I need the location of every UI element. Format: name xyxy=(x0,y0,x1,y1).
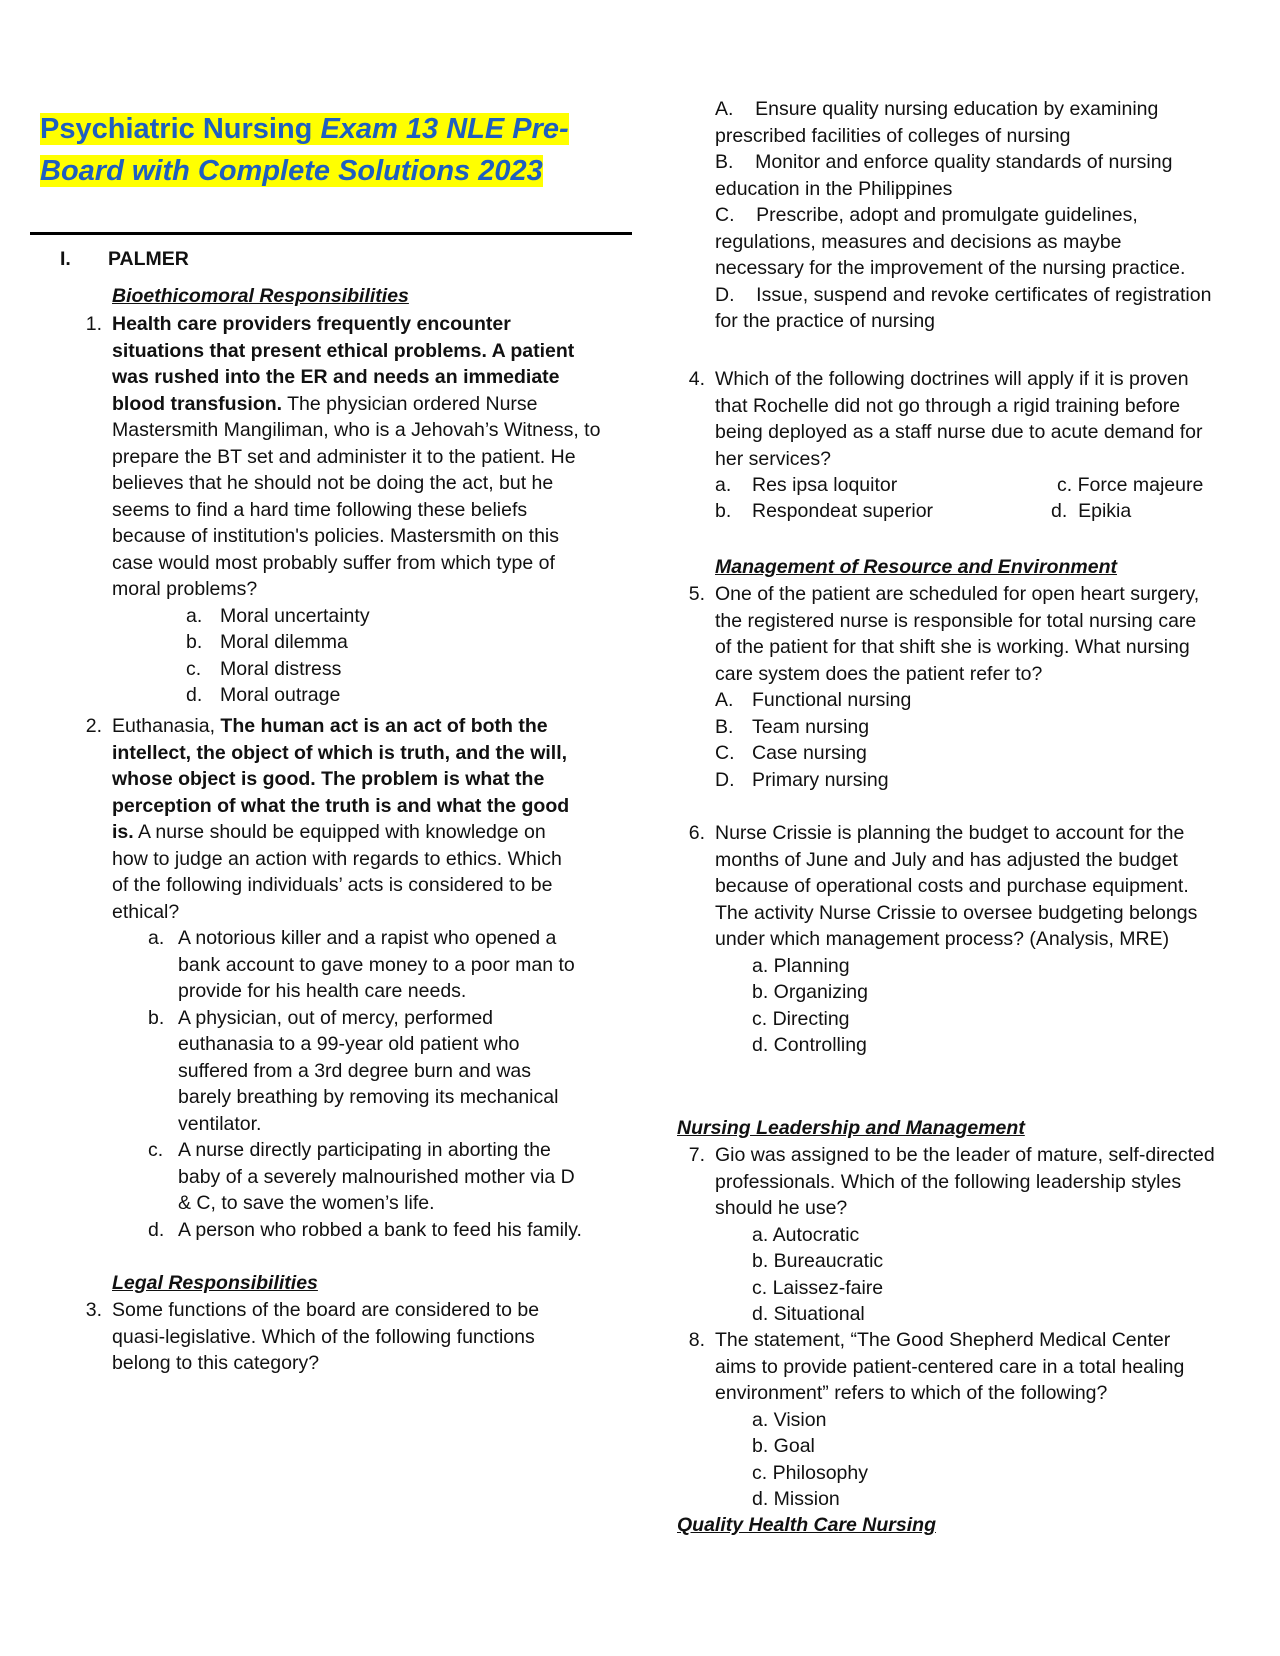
option-letter: C. xyxy=(715,742,735,764)
question-3 xyxy=(85,1297,582,1377)
question-3-options xyxy=(715,96,1215,335)
option-b xyxy=(715,498,934,525)
option-autocratic: a. Autocratic xyxy=(752,1223,860,1246)
option-letter: B. xyxy=(715,715,734,738)
option-list xyxy=(715,687,1215,793)
option-list xyxy=(752,953,1215,1059)
option-laissez-faire: c. Laissez-faire xyxy=(752,1276,884,1299)
option-letter: c. xyxy=(148,1139,164,1161)
question-stem: The statement, “The Good Shepherd Medical Center aims to provide patient-centered care in a total healing environment” refers to which of the following? xyxy=(715,1329,1185,1404)
option-letter: a. xyxy=(148,927,165,949)
question-stem-bold: The human act is an act of both the intellect, the object of which is truth, and the will, whose object is good. The problem is what the perception of what the truth is and what the good is. xyxy=(112,715,570,843)
question-stem xyxy=(112,713,582,925)
question-stem: Some functions of the board are considered to be quasi-legislative. Which of the following functions belong to this category? xyxy=(112,1299,540,1374)
option-text: A physician, out of mercy, performed euthanasia to a 99-year old patient who suffered from a 3rd degree burn and was barely breathing by removing its mechanical ventilator. xyxy=(178,1006,559,1135)
option-letter: b. xyxy=(186,631,203,653)
question-stem-text: The physician ordered Nurse Mastersmith Mangiliman, who is a Jehovah’s Witness, to prepare the BT set and administer it to the patient. He believes that he should not be doing the act, but he seems to find a hard time following these beliefs because of institution's policies. Mastersmith on this case would most probably suffer from which type of moral problems? xyxy=(112,392,601,600)
option-letter: b. xyxy=(715,500,732,522)
option-list xyxy=(186,603,602,709)
option-text: Primary nursing xyxy=(752,768,889,791)
option-philosophy: c. Philosophy xyxy=(752,1461,868,1484)
question-4 xyxy=(688,366,1215,525)
question-stem xyxy=(112,311,602,603)
section-name: PALMER xyxy=(108,248,189,270)
section-header xyxy=(60,246,189,273)
option-planning: a. Planning xyxy=(752,954,850,977)
question-1 xyxy=(85,311,602,709)
option-text: Issue, suspend and revoke certificates of registration for the practice of nursing xyxy=(715,283,1212,332)
question-number: 1. xyxy=(85,313,102,335)
option-text: A person who robbed a bank to feed his family. xyxy=(178,1218,582,1241)
question-number: 4. xyxy=(688,368,705,390)
question-6 xyxy=(688,820,1215,1059)
option-b xyxy=(186,629,602,656)
option-a xyxy=(186,603,602,630)
option-goal: b. Goal xyxy=(752,1435,815,1457)
option-a xyxy=(148,925,582,1005)
heading-legal: Legal Responsibilities xyxy=(112,1272,318,1294)
option-mission: d. Mission xyxy=(752,1488,840,1510)
question-2 xyxy=(85,713,582,1243)
question-stem: Nurse Crissie is planning the budget to account for the months of June and July and has adjusted the budget because of operational costs and purchase equipment. The activity Nurse Crissie to oversee budgeting belongs under which management process? (Analysis, MRE) xyxy=(715,822,1198,950)
option-text: Respondeat superior xyxy=(752,500,934,522)
option-letter: a. xyxy=(186,604,203,627)
option-letter: c. xyxy=(1057,474,1073,496)
option-b xyxy=(148,1005,582,1138)
option-text: Moral outrage xyxy=(220,684,341,706)
option-b xyxy=(715,714,1215,741)
option-d xyxy=(148,1217,582,1244)
option-letter: D. xyxy=(715,283,735,306)
option-d xyxy=(715,767,1215,794)
option-letter: A. xyxy=(715,98,734,120)
option-letter: B. xyxy=(715,151,734,173)
option-b xyxy=(715,149,1215,202)
option-organizing: b. Organizing xyxy=(752,981,868,1003)
option-text: A nurse directly participating in aborting the baby of a severely malnourished mother via D & C, to save the women’s life. xyxy=(178,1139,575,1214)
option-list xyxy=(148,925,582,1243)
option-c xyxy=(1057,472,1203,499)
option-vision: a. Vision xyxy=(752,1408,827,1431)
heading-leadership: Nursing Leadership and Management xyxy=(677,1117,1025,1139)
option-text: Team nursing xyxy=(752,715,870,738)
option-grid xyxy=(715,472,1215,525)
question-number: 5. xyxy=(688,583,705,605)
option-text: Moral uncertainty xyxy=(220,604,370,627)
question-number: 7. xyxy=(688,1144,705,1166)
option-text: Ensure quality nursing education by examining prescribed facilities of colleges of nursing xyxy=(715,98,1159,147)
option-letter: d. xyxy=(1051,500,1068,522)
question-number: 8. xyxy=(688,1329,705,1351)
section-numeral: I. xyxy=(60,248,71,270)
page-title xyxy=(40,108,600,192)
option-letter: D. xyxy=(715,768,735,791)
heading-bioethics: Bioethicomoral Responsibilities xyxy=(112,285,409,307)
question-number: 2. xyxy=(85,715,102,737)
option-text: Res ipsa loquitor xyxy=(752,474,898,496)
option-text: Case nursing xyxy=(752,742,867,764)
question-number: 3. xyxy=(85,1299,102,1321)
heading-resource: Management of Resource and Environment xyxy=(715,556,1117,578)
option-letter: d. xyxy=(186,684,203,706)
option-text: Moral dilemma xyxy=(220,631,348,653)
option-letter: a. xyxy=(715,474,732,496)
option-text: A notorious killer and a rapist who opened a bank account to gave money to a poor man to provide for his health care needs. xyxy=(178,927,575,1002)
option-text: Functional nursing xyxy=(752,689,912,711)
option-letter: b. xyxy=(148,1006,165,1029)
option-letter: d. xyxy=(148,1218,165,1241)
option-letter: c. xyxy=(186,657,202,680)
option-c xyxy=(148,1137,582,1217)
title-part-2: Exam 13 NLE Pre-Board with Complete Solutions 2023 xyxy=(40,113,569,187)
question-stem: One of the patient are scheduled for open heart surgery, the registered nurse is responsible for total nursing care of the patient for that shift she is working. What nursing care system does the patient refer to? xyxy=(715,583,1200,685)
option-letter: A. xyxy=(715,689,734,711)
option-directing: c. Directing xyxy=(752,1007,850,1030)
option-text: Force majeure xyxy=(1077,474,1204,496)
option-d xyxy=(1051,498,1131,525)
option-a xyxy=(715,96,1215,149)
heading-quality: Quality Health Care Nursing xyxy=(677,1514,936,1536)
question-stem: Which of the following doctrines will apply if it is proven that Rochelle did not go through a rigid training before being deployed as a staff nurse due to acute demand for her services? xyxy=(715,368,1203,470)
question-stem-lead: Euthanasia, xyxy=(112,715,221,737)
option-text: Epikia xyxy=(1078,500,1132,522)
option-c xyxy=(715,740,1215,767)
question-7 xyxy=(688,1142,1215,1328)
question-stem-bold: Health care providers frequently encounter situations that present ethical problems. A patient was rushed into the ER and needs an immediate blood transfusion. xyxy=(112,313,575,415)
option-list xyxy=(752,1407,1215,1513)
option-situational: d. Situational xyxy=(752,1303,865,1325)
question-8 xyxy=(688,1327,1215,1513)
option-c xyxy=(715,202,1215,282)
title-part-1: Psychiatric Nursing xyxy=(40,113,321,145)
option-d xyxy=(715,282,1215,335)
option-letter: C. xyxy=(715,204,735,226)
option-d xyxy=(186,682,602,709)
question-5 xyxy=(688,581,1215,793)
option-bureaucratic: b. Bureaucratic xyxy=(752,1250,884,1272)
question-stem: Gio was assigned to be the leader of mature, self-directed professionals. Which of the following leadership styles should he use? xyxy=(715,1144,1215,1219)
option-controlling: d. Controlling xyxy=(752,1034,867,1056)
option-c xyxy=(186,656,602,683)
option-text: Monitor and enforce quality standards of nursing education in the Philippines xyxy=(715,151,1173,200)
option-text: Prescribe, adopt and promulgate guidelines, regulations, measures and decisions as maybe necessary for the improvement of the nursing practice. xyxy=(715,204,1186,279)
title-divider xyxy=(30,232,632,235)
question-number: 6. xyxy=(688,822,705,844)
option-a xyxy=(715,472,898,499)
question-stem-text: A nurse should be equipped with knowledge on how to judge an action with regards to ethics. Which of the following individuals’ acts is considered to be ethical? xyxy=(112,821,562,923)
option-text: Moral distress xyxy=(220,657,342,680)
option-list xyxy=(752,1222,1215,1328)
option-a xyxy=(715,687,1215,714)
